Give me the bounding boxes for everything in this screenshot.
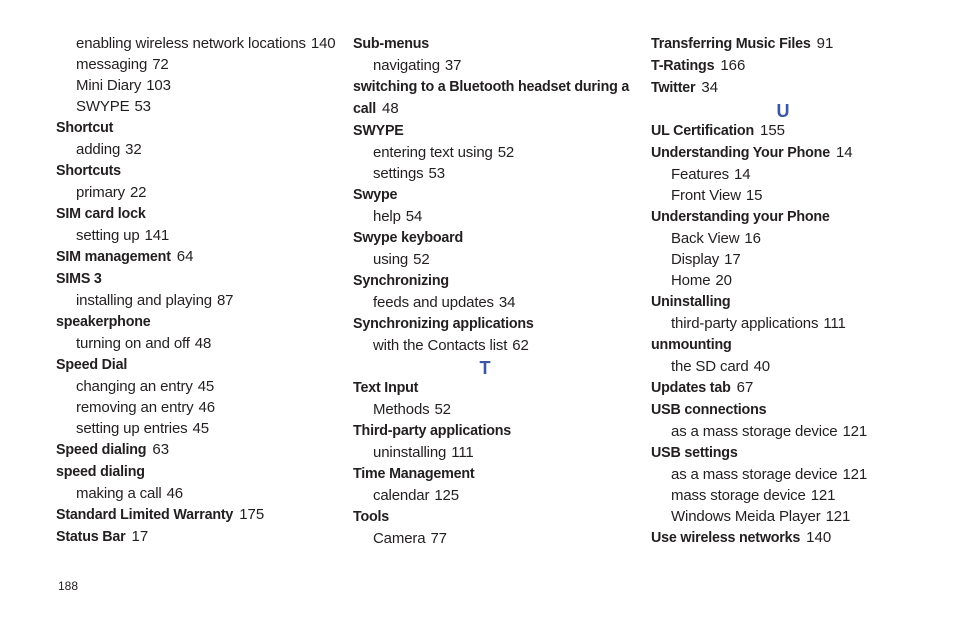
index-term [651,399,936,421]
page-reference: 53 [134,98,151,115]
index-subentry [353,292,638,313]
index-subentry [353,142,638,163]
index-term-label: switching to a Bluetooth headset during a call [353,79,630,117]
index-subentry-label: Windows Meida Player [671,508,821,525]
page-reference: 166 [720,57,746,74]
index-column-1 [56,33,341,548]
index-term [353,463,638,485]
page-reference: 34 [498,294,516,311]
index-subentry-label: removing an entry [76,399,194,416]
page-reference: 14 [835,144,853,161]
page-reference: 121 [810,487,836,504]
page-reference: 48 [194,335,212,352]
index-subentry-label: enabling wireless network locations [76,35,306,52]
index-subentry-label: setting up entries [76,420,188,437]
index-subentry-label: Display [671,251,720,268]
page-reference: 52 [413,251,430,268]
page-reference: 20 [715,272,732,289]
index-subentry [353,163,638,184]
index-term [56,117,341,139]
page-reference: 17 [724,251,741,268]
index-term-label: Synchronizing [353,273,449,289]
index-subentry-label: Home [671,272,711,289]
index-term [353,420,638,442]
page-reference: 103 [146,77,171,94]
page-reference: 52 [434,401,451,418]
index-subentry [56,418,341,439]
page-reference: 77 [430,530,447,547]
index-subentry-label: Camera [373,530,426,547]
index-term-label: Tools [353,509,390,525]
index-subentry [56,290,341,311]
index-subentry [56,376,341,397]
page-reference: 140 [806,529,832,546]
index-term-label: Text Input [353,380,419,396]
index-subentry [56,75,341,96]
page-reference: 125 [434,487,459,504]
index-subentry-label: settings [373,165,424,182]
index-term [651,377,936,399]
index-term [56,439,341,461]
index-column-3 [651,33,936,549]
index-subentry-label: mass storage device [671,487,806,504]
index-subentry [651,356,936,377]
page-reference: 22 [129,184,147,201]
index-term-label: Twitter [651,80,696,96]
index-term [353,33,638,55]
index-term-label: UL Certification [651,123,754,139]
index-subentry [353,55,638,76]
index-subentry [651,485,936,506]
index-term [353,270,638,292]
page-reference: 63 [152,441,170,458]
page-reference: 34 [701,79,719,96]
index-subentry [353,528,638,549]
index-term [651,142,936,164]
page-reference: 111 [823,315,846,332]
index-subentry [651,313,936,334]
index-subentry [56,139,341,160]
index-subentry-label: Back View [671,230,740,247]
index-subentry [651,228,936,249]
index-subentry [56,333,341,354]
index-subentry-label: the SD card [671,358,749,375]
page-reference: 121 [842,466,868,483]
page-reference: 48 [382,100,399,117]
page-reference: 32 [125,141,142,158]
index-term-label: Synchronizing applications [353,316,534,332]
index-term-label: Time Management [353,466,475,482]
index-term-label: Transferring Music Files [651,36,811,52]
index-term [651,291,936,313]
index-subentry [353,335,638,356]
index-term [56,526,341,548]
page-reference: 45 [192,420,209,437]
page-reference: 46 [198,399,215,416]
index-subentry [651,164,936,185]
index-subentry-label: messaging [76,56,148,73]
index-subentry-label: turning on and off [76,335,190,352]
index-term-label: Use wireless networks [651,530,801,546]
index-subentry [651,421,936,442]
index-term-label: T-Ratings [651,58,715,74]
index-term-label: Swype keyboard [353,230,464,246]
page-reference: 53 [428,165,445,182]
index-column-2 [353,33,638,549]
page-reference: 155 [759,122,786,139]
index-subentry [353,399,638,420]
index-term-label: Speed dialing [56,442,147,458]
index-subentry-label: changing an entry [76,378,193,395]
index-subentry-label: primary [76,184,125,201]
page-reference: 46 [166,485,183,502]
index-subentry-label: uninstalling [373,444,447,461]
page-reference: 72 [152,56,169,73]
page-reference: 175 [239,506,265,523]
index-term [651,442,936,464]
page-reference: 87 [216,292,234,309]
page-reference: 121 [825,508,851,525]
index-term-label: Speed Dial [56,357,128,373]
index-term [56,268,341,290]
index-subentry [353,249,638,270]
index-term [651,527,936,549]
page-reference: 140 [310,35,336,52]
page-reference: 91 [816,35,834,52]
index-term [56,354,341,376]
index-term [56,311,341,333]
index-subentry-label: calendar [373,487,430,504]
index-term-label: speed dialing [56,464,145,480]
index-term [56,203,341,225]
page-reference: 37 [444,57,462,74]
index-term-label: unmounting [651,337,732,353]
index-subentry [353,206,638,227]
index-subentry-label: help [373,208,401,225]
index-subentry [353,442,638,463]
index-term [56,160,341,182]
index-subentry [353,485,638,506]
index-term-label: Understanding Your Phone [651,145,830,161]
index-term [651,334,936,356]
index-term [651,55,936,77]
index-subentry [651,185,936,206]
index-subentry [56,397,341,418]
page-reference: 15 [745,187,763,204]
index-term-label: SIMS 3 [56,271,102,287]
index-term-label: SIM card lock [56,206,146,222]
index-term-label: SWYPE [353,123,404,139]
section-letter: U [776,101,790,121]
index-subentry-label: Features [671,166,729,183]
index-term-label: Swype [353,187,398,203]
index-term-label: Shortcuts [56,163,121,179]
index-term [353,506,638,528]
index-subentry-label: using [373,251,409,268]
index-subentry [56,96,341,117]
index-subentry [651,249,936,270]
index-term [651,206,936,228]
index-subentry-label: making a call [76,485,162,502]
page-reference: 141 [144,227,170,244]
index-subentry-label: with the Contacts list [373,337,508,354]
index-term-label: Shortcut [56,120,114,136]
index-term [353,227,638,249]
index-subentry-label: entering text using [373,144,493,161]
index-term-label: Sub-menus [353,36,430,52]
index-term [651,77,936,99]
page-reference: 111 [451,444,474,461]
index-subentry [56,182,341,203]
index-subentry [56,483,341,504]
page-reference: 62 [512,337,529,354]
index-subentry [56,33,341,54]
index-term [353,184,638,206]
index-subentry-label: feeds and updates [373,294,494,311]
page-reference: 64 [176,248,194,265]
index-term-label: speakerphone [56,314,151,330]
index-term-label: Uninstalling [651,294,731,310]
page-reference: 40 [753,358,770,375]
index-term [353,76,638,120]
index-subentry-label: third-party applications [671,315,819,332]
index-subentry [651,270,936,291]
index-term-label: USB connections [651,402,767,418]
page-number: 188 [58,579,79,593]
index-subentry-label: setting up [76,227,140,244]
index-term-label: Third-party applications [353,423,512,439]
index-term [56,461,341,483]
index-term [56,504,341,526]
index-subentry-label: as a mass storage device [671,423,838,440]
index-subentry-label: as a mass storage device [671,466,838,483]
page-reference: 45 [197,378,215,395]
index-subentry-label: installing and playing [76,292,212,309]
index-subentry-label: Mini Diary [76,77,142,94]
index-term [353,120,638,142]
index-term [651,33,936,55]
page-reference: 16 [744,230,761,247]
page-reference: 14 [734,166,751,183]
page-reference: 67 [736,379,754,396]
index-term-label: Understanding your Phone [651,209,830,225]
index-subentry-label: adding [76,141,121,158]
index-subentry [56,54,341,75]
page-reference: 54 [405,208,423,225]
index-term [353,377,638,399]
index-subentry-label: Front View [671,187,741,204]
index-subentry-label: Methods [373,401,430,418]
page-reference: 52 [497,144,515,161]
index-term-label: USB settings [651,445,738,461]
index-term-label: Status Bar [56,529,126,545]
page-reference: 121 [842,423,868,440]
index-term [353,313,638,335]
index-term-label: SIM management [56,249,171,265]
index-subentry [651,506,936,527]
page-reference: 17 [131,528,149,545]
section-letter: T [479,358,491,378]
index-subentry-label: navigating [373,57,440,74]
index-term-label: Standard Limited Warranty [56,507,234,523]
index-term [651,120,936,142]
index-term-label: Updates tab [651,380,731,396]
index-subentry-label: SWYPE [76,98,130,115]
index-term [56,246,341,268]
index-subentry [651,464,936,485]
index-subentry [56,225,341,246]
